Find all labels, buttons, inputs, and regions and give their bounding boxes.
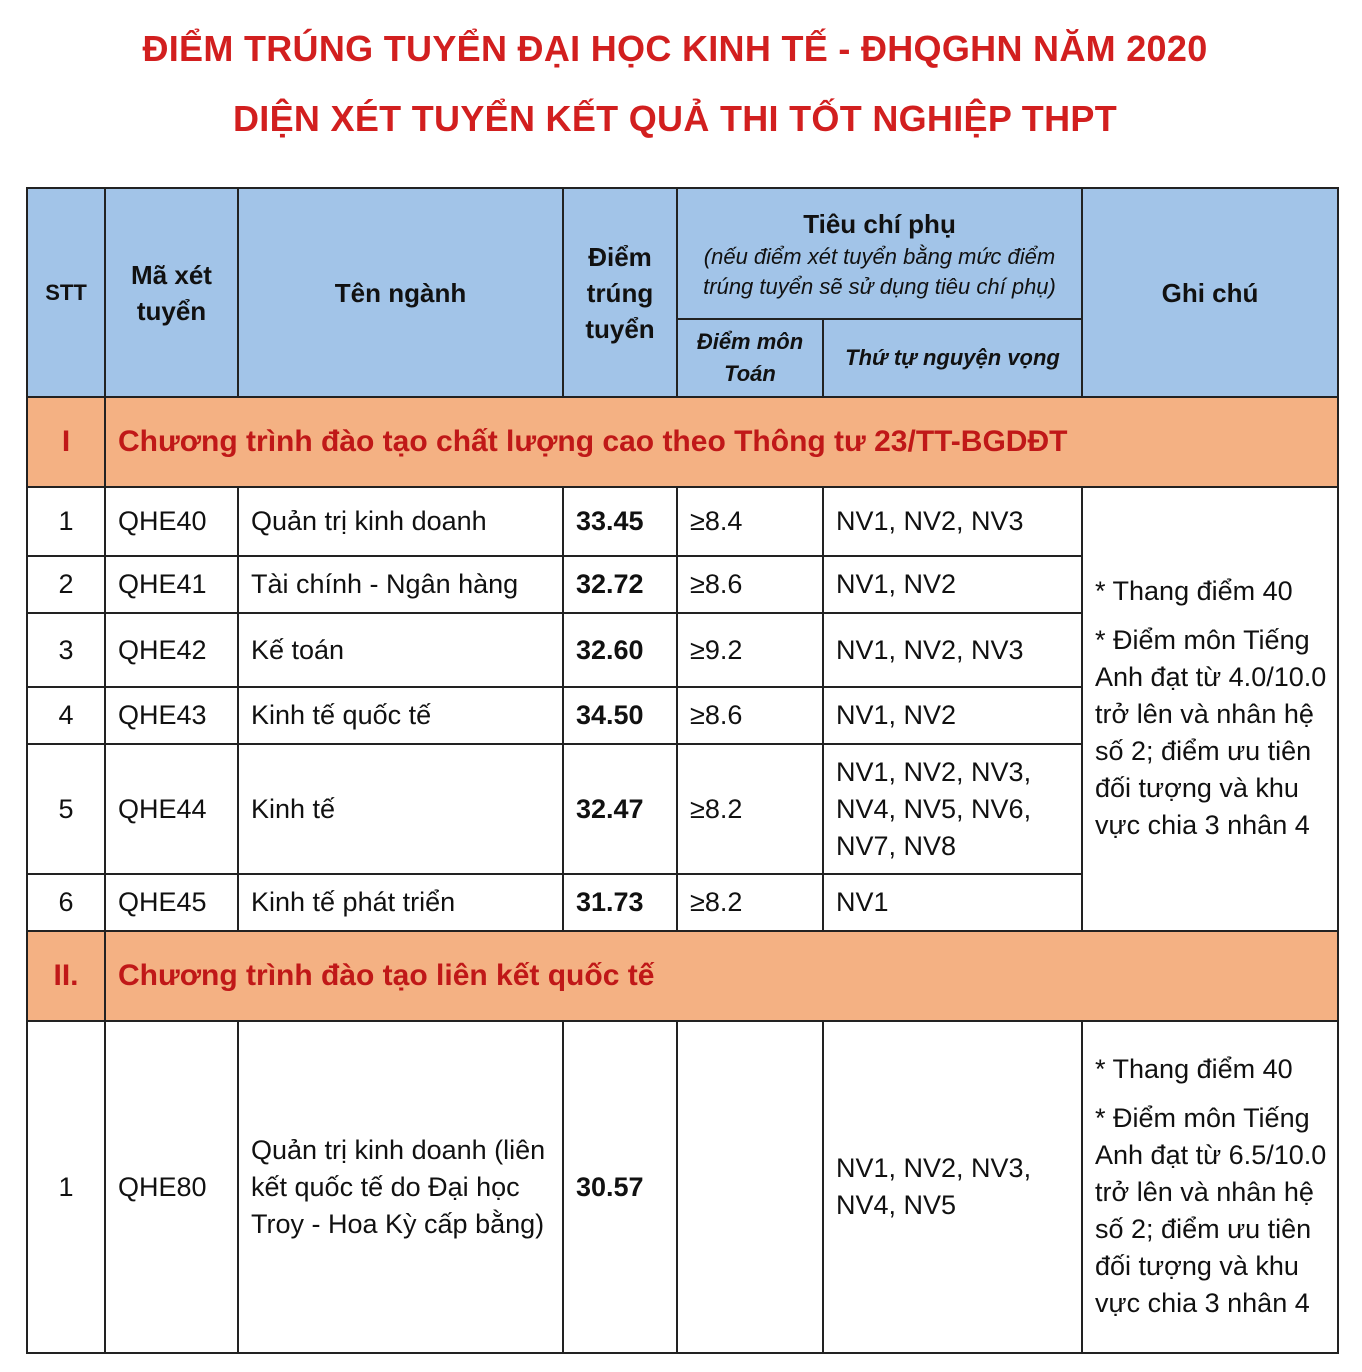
note-cell xyxy=(1082,1021,1338,1353)
cell-diem-toan xyxy=(677,1021,823,1353)
section-label: Chương trình đào tạo chất lượng cao theo Thông tư 23/TT-BGDĐT xyxy=(105,397,1338,487)
section-number: I xyxy=(27,397,105,487)
cell-ten-nganh: Kinh tế quốc tế xyxy=(238,687,563,744)
cell-ma: QHE40 xyxy=(105,487,238,556)
header-ma-xet-tuyen: Mã xét tuyển xyxy=(105,188,238,397)
cell-nguyen-vong: NV1 xyxy=(823,874,1082,931)
section-number: II. xyxy=(27,931,105,1021)
cell-ma: QHE43 xyxy=(105,687,238,744)
cell-diem: 33.45 xyxy=(563,487,677,556)
cell-diem-toan: ≥8.6 xyxy=(677,556,823,613)
cell-ma: QHE80 xyxy=(105,1021,238,1353)
header-diem-mon-toan: Điểm môn Toán xyxy=(677,319,823,397)
cell-stt: 6 xyxy=(27,874,105,931)
cell-nguyen-vong: NV1, NV2, NV3 xyxy=(823,487,1082,556)
note-cell xyxy=(1082,487,1338,931)
cell-stt: 2 xyxy=(27,556,105,613)
cell-ma: QHE42 xyxy=(105,613,238,687)
page-title: ĐIỂM TRÚNG TUYỂN ĐẠI HỌC KINH TẾ - ĐHQGHN NĂM 2020 xyxy=(142,28,1208,69)
cell-diem-toan: ≥8.2 xyxy=(677,744,823,874)
cell-ten-nganh: Kinh tế phát triển xyxy=(238,874,563,931)
cell-nguyen-vong: NV1, NV2, NV3 xyxy=(823,613,1082,687)
cell-diem: 34.50 xyxy=(563,687,677,744)
header-tieu-chi-phu xyxy=(677,188,1082,319)
cell-nguyen-vong: NV1, NV2 xyxy=(823,556,1082,613)
cell-nguyen-vong: NV1, NV2, NV3, NV4, NV5 xyxy=(823,1021,1082,1353)
header-tieu-chi-phu-label: Tiêu chí phụ xyxy=(803,208,956,239)
cell-nguyen-vong: NV1, NV2 xyxy=(823,687,1082,744)
note-line: * Thang điểm 40 xyxy=(1095,1053,1293,1084)
header-stt: STT xyxy=(27,188,105,397)
cell-stt: 5 xyxy=(27,744,105,874)
cell-diem: 32.47 xyxy=(563,744,677,874)
cell-stt: 1 xyxy=(27,1021,105,1353)
cell-nguyen-vong: NV1, NV2, NV3, NV4, NV5, NV6, NV7, NV8 xyxy=(823,744,1082,874)
admission-score-table xyxy=(26,187,1339,1354)
cell-diem: 32.72 xyxy=(563,556,677,613)
page-subtitle: DIỆN XÉT TUYỂN KẾT QUẢ THI TỐT NGHIỆP THPT xyxy=(233,98,1117,139)
cell-ma: QHE45 xyxy=(105,874,238,931)
note-line: * Điểm môn Tiếng Anh đạt từ 4.0/10.0 trở lên và nhân hệ số 2; điểm ưu tiên đối tượng và khu vực chia 3 nhân 4 xyxy=(1095,624,1327,840)
section-row xyxy=(27,931,1338,1021)
header-thu-tu-nguyen-vong: Thứ tự nguyện vọng xyxy=(823,319,1082,397)
cell-diem: 30.57 xyxy=(563,1021,677,1353)
cell-ten-nganh: Kinh tế xyxy=(238,744,563,874)
header-diem-trung-tuyen: Điểm trúng tuyển xyxy=(563,188,677,397)
table-row xyxy=(27,1021,1338,1353)
header-ten-nganh: Tên ngành xyxy=(238,188,563,397)
cell-diem-toan: ≥8.2 xyxy=(677,874,823,931)
cell-stt: 1 xyxy=(27,487,105,556)
table-row xyxy=(27,487,1338,556)
header-ghi-chu: Ghi chú xyxy=(1082,188,1338,397)
note-line: * Điểm môn Tiếng Anh đạt từ 6.5/10.0 trở lên và nhân hệ số 2; điểm ưu tiên đối tượng và khu vực chia 3 nhân 4 xyxy=(1095,1102,1327,1318)
cell-ten-nganh: Quản trị kinh doanh xyxy=(238,487,563,556)
note-line: * Thang điểm 40 xyxy=(1095,575,1293,606)
cell-ma: QHE44 xyxy=(105,744,238,874)
cell-ten-nganh: Quản trị kinh doanh (liên kết quốc tế do Đại học Troy - Hoa Kỳ cấp bằng) xyxy=(238,1021,563,1353)
section-row xyxy=(27,397,1338,487)
section-label: Chương trình đào tạo liên kết quốc tế xyxy=(105,931,1338,1021)
cell-ten-nganh: Tài chính - Ngân hàng xyxy=(238,556,563,613)
header-tieu-chi-phu-note: (nếu điểm xét tuyển bằng mức điểm trúng tuyển sẽ sử dụng tiêu chí phụ) xyxy=(703,243,1056,299)
cell-diem: 31.73 xyxy=(563,874,677,931)
cell-diem: 32.60 xyxy=(563,613,677,687)
cell-ma: QHE41 xyxy=(105,556,238,613)
cell-diem-toan: ≥8.6 xyxy=(677,687,823,744)
cell-diem-toan: ≥8.4 xyxy=(677,487,823,556)
cell-stt: 4 xyxy=(27,687,105,744)
cell-diem-toan: ≥9.2 xyxy=(677,613,823,687)
cell-ten-nganh: Kế toán xyxy=(238,613,563,687)
cell-stt: 3 xyxy=(27,613,105,687)
